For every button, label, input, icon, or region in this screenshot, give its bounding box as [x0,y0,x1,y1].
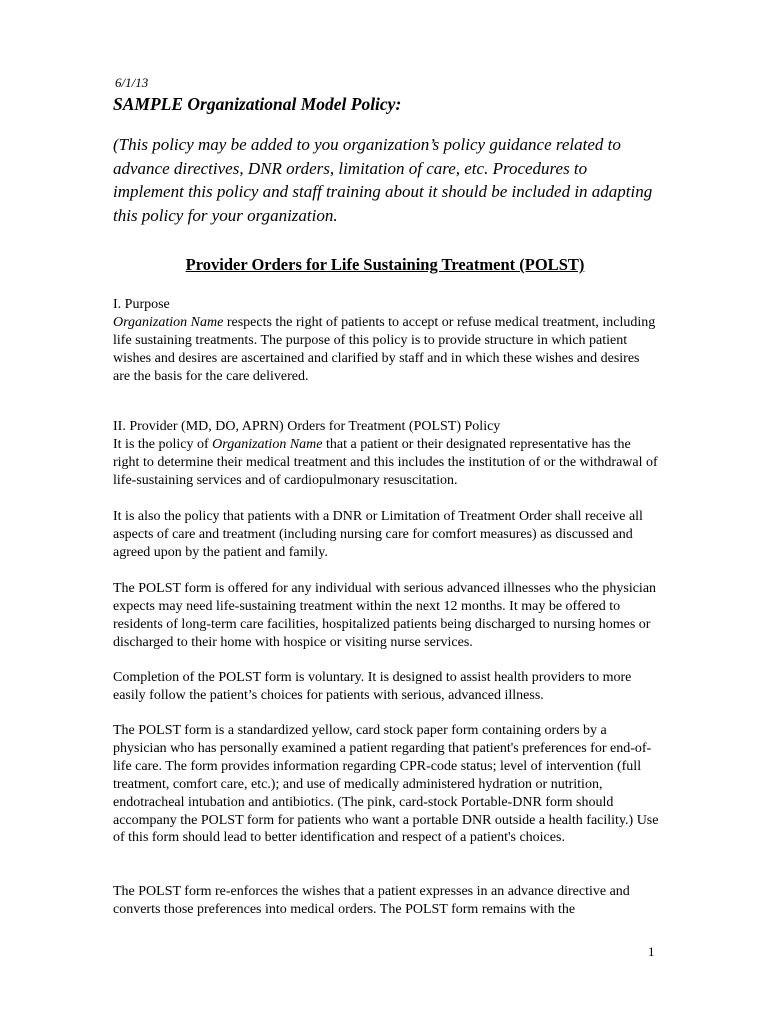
offered-paragraph: The POLST form is offered for any individual with serious advanced illnesses who the physician expects may need life-sustaining treatment within the next 12 months. It may be offered to residents of long-term care facilities, hospitalized patients being discharged to nursing homes or discharged to their home with hospice or visiting nurse services. [113,581,657,650]
policy-text-before: It is the policy of [113,436,213,452]
intro-note: (This policy may be added to you organization’s policy guidance related to advance directives, DNR orders, limitation of care, etc. Procedures to implement this policy and staff training about it should be included in adapting this policy for your organization. [113,135,653,225]
policy-heading: II. Provider (MD, DO, APRN) Orders for Treatment (POLST) Policy [113,419,501,434]
reenforces-paragraph: The POLST form re-enforces the wishes that a patient expresses in an advance directive and converts those preferences into medical orders. The POLST form remains with the [113,884,630,917]
dnr-paragraph: It is also the policy that patients with a DNR or Limitation of Treatment Order shall receive all aspects of care and treatment (including nursing care for comfort measures) as discussed and agreed upon by the patient and family. [113,509,643,560]
document-date: 6/1/13 [115,75,149,90]
page-number: 1 [648,944,655,959]
standardized-form-paragraph: The POLST form is a standardized yellow, card stock paper form containing orders by a physician who has personally examined a patient regarding that patient's preferences for end-of-life care. The form provides information regarding CPR-code status; level of intervention (full treatment, comfort care, etc.); and use of medically administered hydration or nutrition, endotracheal intubation and antibiotics. (The pink, card-stock Portable-DNR form should accompany the POLST form for patients who want a portable DNR outside a health facility.) Use of this form should lead to better identification and respect of a patient's choices. [113,723,659,846]
policy-text-after: that a patient or their designated representative has the right to determine their medical treatment and this includes the institution of or the withdrawal of life-sustaining services and of cardiopulmonary resuscitation. [113,436,658,488]
document-title: SAMPLE Organizational Model Policy: [113,94,402,114]
voluntary-paragraph: Completion of the POLST form is voluntary. It is designed to assist health providers to more easily follow the patient’s choices for patients with serious, advanced illness. [113,670,632,703]
policy-org-name: Organization Name [212,436,323,452]
purpose-text: respects the right of patients to accept or refuse medical treatment, including life sustaining treatments. The purpose of this policy is to provide structure in which patient wishes and desires are ascertained and clarified by staff and in which these wishes and desires are the basis for the care delivered. [113,314,656,384]
purpose-org-name: Organization Name [113,314,224,330]
purpose-heading: I. Purpose [113,297,170,312]
policy-section [113,418,660,490]
polst-section-title: Provider Orders for Life Sustaining Treatment (POLST) [185,255,585,274]
purpose-section [113,296,660,386]
